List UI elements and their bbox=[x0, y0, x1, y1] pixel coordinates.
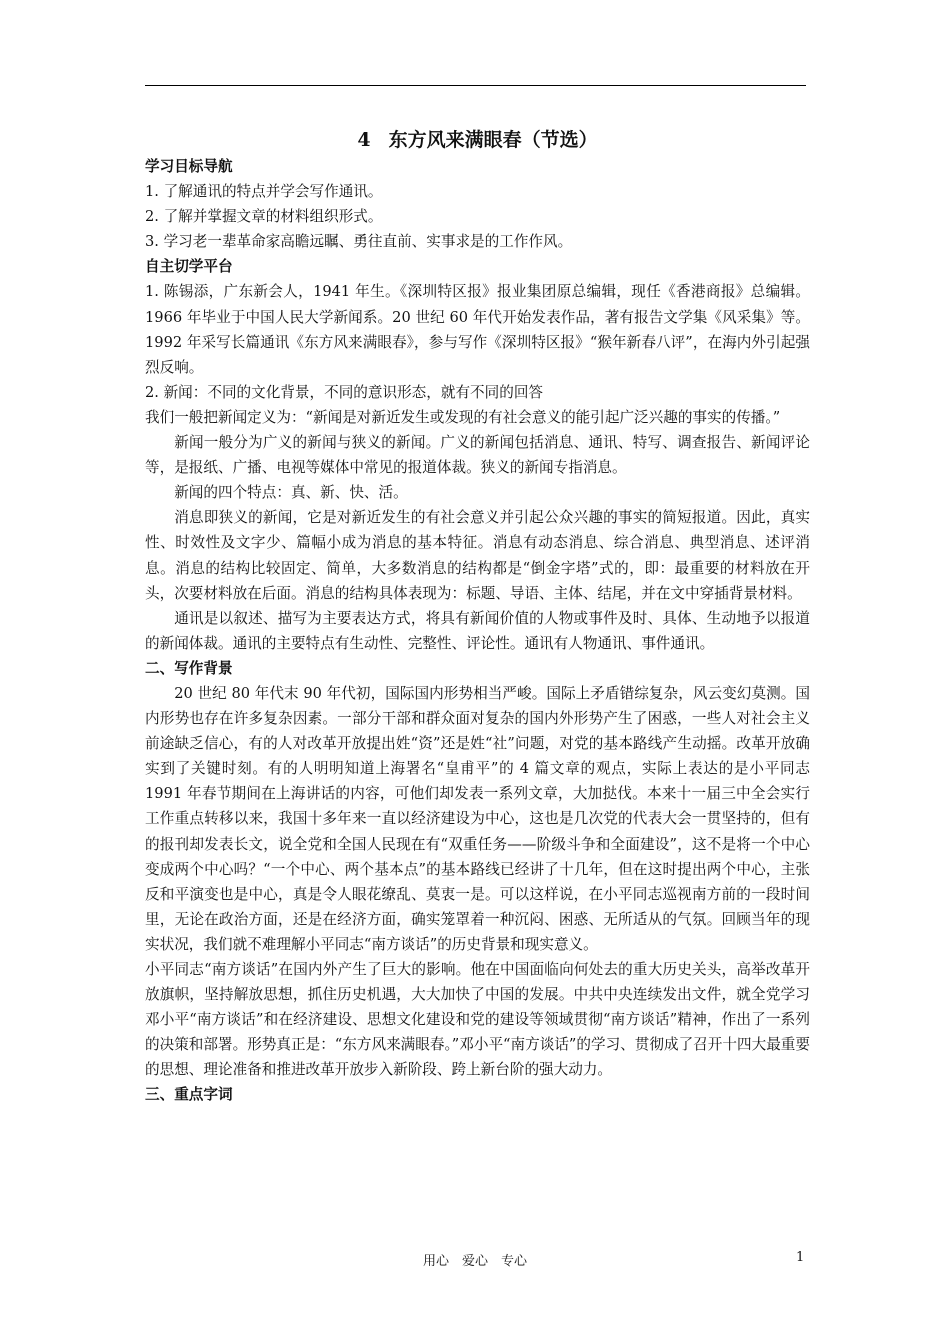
body-paragraph: 小平同志“南方谈话”在国内外产生了巨大的影响。他在中国面临向何处去的重大历史关头，高举改革开放旗帜，坚持解放思想，抓住历史机遇，大大加快了中国的发展。中共中央连续发出文件，就全党学习邓小平“南方谈话”和在经济建设、思想文化建设和党的建设等领域贯彻“南方谈话”精神，作出了一系列的决策和部署。形势真正是：“东方风来满眼春。”邓小平“南方谈话”的学习、贯彻成了召开十四大最重要的思想、理论准备和推进改革开放步入新阶段、跨上新台阶的强大动力。 bbox=[145, 961, 810, 1079]
section-heading-background: 二、写作背景 bbox=[145, 659, 233, 677]
news-heading-paragraph: 2. 新闻：不同的文化背景，不同的意识形态，就有不同的回答 bbox=[145, 383, 544, 401]
goal-item: 2. 了解并掌握文章的材料组织形式。 bbox=[145, 208, 383, 226]
body-paragraph: 20 世纪 80 年代末 90 年代初，国际国内形势相当严峻。国际上矛盾错综复杂，风云变幻莫测。国内形势也存在许多复杂因素。一部分干部和群众面对复杂的国内外形势产生了困惑，一些人对社会主义前途缺乏信心，有的人对改革开放提出姓“资”还是姓“社”问题，对党的基本路线产生动摇。改革开放确实到了关键时刻。有的人明明知道上海署名“皇甫平”的 4 篇文章的观点，实际上表达的是小平同志 1991 年春节期间在上海讲话的内容，可他们却发表一系列文章，大加挞伐。本来十一届三中全会实行工作重点转移以来，我国十多年来一直以经济建设为中心，这也是几次党的代表大会一贯坚持的，但有的报刊却发表长文，说全党和全国人民现在有“双重任务——阶级斗争和全面建设”，这不是将一个中心变成两个中心吗？“一个中心、两个基本点”的基本路线已经讲了十几年，但在这时提出两个中心，主张反和平演变也是中心，真是令人眼花缭乱、莫衷一是。可以这样说，在小平同志巡视南方前的一段时间里，无论在政治方面，还是在经济方面，确实笼罩着一种沉闷、困惑、无所适从的气氛。回顾当年的现实状况，我们就不难理解小平同志“南方谈话”的历史背景和现实意义。 bbox=[145, 684, 810, 953]
document-title bbox=[145, 126, 810, 154]
body-paragraph: 新闻一般分为广义的新闻与狭义的新闻。广义的新闻包括消息、通讯、特写、调查报告、新闻评论等，是报纸、广播、电视等媒体中常见的报道体裁。狭义的新闻专指消息。 bbox=[145, 434, 810, 477]
title-text: 东方风来满眼春（节选） bbox=[388, 129, 598, 151]
goal-item: 1. 了解通讯的特点并学会写作通讯。 bbox=[145, 183, 383, 201]
document-body bbox=[145, 126, 810, 1108]
body-paragraph: 消息即狭义的新闻，它是对新近发生的有社会意义并引起公众兴趣的事实的简短报道。因此，真实性、时效性及文字少、篇幅小成为消息的基本特征。消息有动态消息、综合消息、典型消息、述评消息。消息的结构比较固定、简单，大多数消息的结构都是“倒金字塔”式的，即：最重要的材料放在开头，次要材料放在后面。消息的结构具体表现为：标题、导语、主体、结尾，并在文中穿插背景材料。 bbox=[145, 509, 810, 602]
section-heading-self-study: 自主切学平台 bbox=[145, 258, 233, 276]
title-number: 4 bbox=[357, 129, 371, 151]
page-number: 1 bbox=[796, 1250, 805, 1265]
header-rule bbox=[145, 85, 806, 86]
section-heading-key-words: 三、重点字词 bbox=[145, 1086, 233, 1104]
section-heading-goals: 学习目标导航 bbox=[145, 158, 233, 175]
news-definition-paragraph: 我们一般把新闻定义为：“新闻是对新近发生或发现的有社会意义的能引起广泛兴趣的事实的传播。” bbox=[145, 408, 781, 426]
body-paragraph: 新闻的四个特点：真、新、快、活。 bbox=[174, 484, 408, 502]
footer-motto: 用心 爱心 专心 bbox=[422, 1254, 527, 1269]
goal-item: 3. 学习老一辈革命家高瞻远瞩、勇往直前、实事求是的工作作风。 bbox=[145, 233, 573, 251]
author-paragraph: 1. 陈锡添，广东新会人，1941 年生。《深圳特区报》报业集团原总编辑，现任《香港商报》总编辑。1966 年毕业于中国人民大学新闻系。20 世纪 60 年代开始发表作品，著有报告文学集《风采集》等。1992 年采写长篇通讯《东方风来满眼春》，参与写作《深圳特区报》“猴年新春八评”，在海内外引起强烈反响。 bbox=[145, 283, 810, 376]
body-paragraph: 通讯是以叙述、描写为主要表达方式，将具有新闻价值的人物或事件及时、具体、生动地予以报道的新闻体裁。通讯的主要特点有生动性、完整性、评论性。通讯有人物通讯、事件通讯。 bbox=[145, 609, 810, 652]
